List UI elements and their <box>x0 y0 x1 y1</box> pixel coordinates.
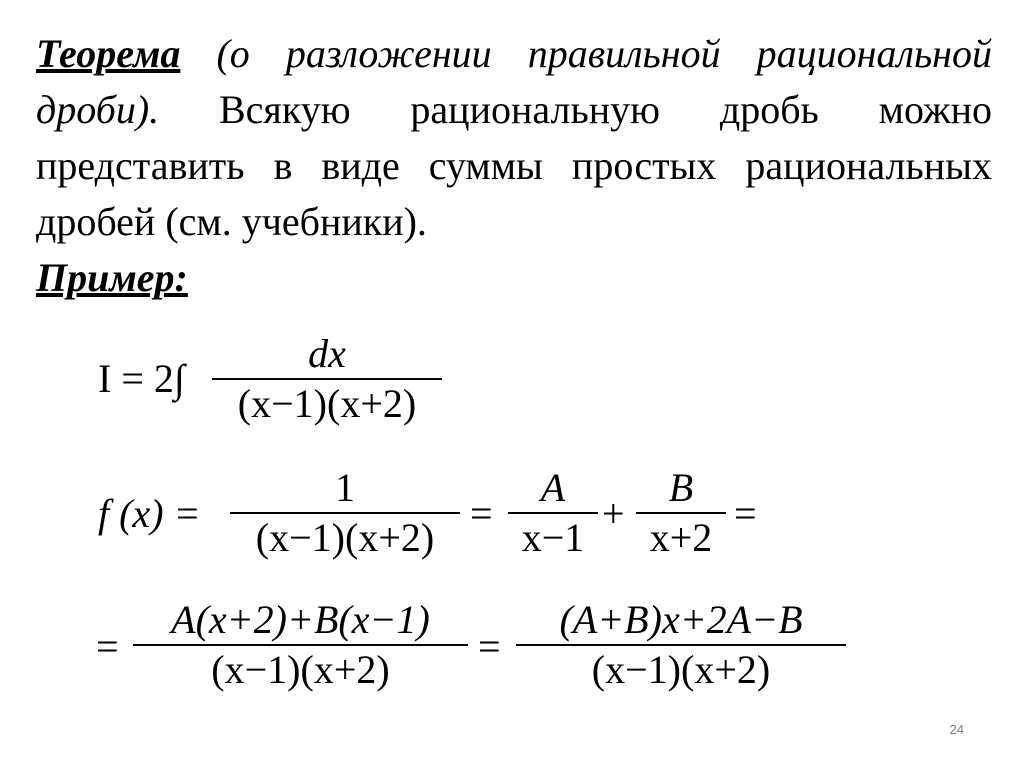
example-heading: Пример: <box>36 255 188 300</box>
combined-fraction-1-denominator: (x−1)(x+2) <box>211 646 390 692</box>
plus-sign: + <box>602 491 625 536</box>
combined-fraction-2-denominator: (x−1)(x+2) <box>591 646 771 692</box>
theorem-statement: Всякую рациональную дробь можно представить в виде суммы простых рациональных дробей (см. учебники). <box>36 87 992 244</box>
combined-fraction-2-numerator: (A+B)x+2A−B <box>559 597 803 642</box>
decomp-fraction-3-denominator: x+2 <box>649 514 713 560</box>
decomp-fraction-2-denominator: x−1 <box>521 514 585 560</box>
f-of-x-lhs: f (x) = <box>98 491 201 536</box>
equals-sign: = <box>96 624 119 669</box>
combined-fraction-1 <box>133 596 468 694</box>
equals-sign: = <box>734 491 757 536</box>
integral-numerator: dx <box>308 331 346 376</box>
decomp-fraction-1-denominator: (x−1)(x+2) <box>255 514 435 560</box>
combined-fraction-2 <box>516 596 846 694</box>
decomp-fraction-3 <box>636 464 726 562</box>
combined-fraction-1-numerator: A(x+2)+B(x−1) <box>171 597 430 642</box>
decomp-fraction-1 <box>230 464 460 562</box>
page-number: 24 <box>949 722 964 737</box>
theorem-paragraph <box>36 26 992 250</box>
integral-fraction <box>212 330 442 428</box>
equals-sign: = <box>470 491 493 536</box>
integral-lhs: I = 2∫ <box>98 356 185 401</box>
theorem-parenthetical: (о разложении правильной рациональной дроби). <box>36 31 992 132</box>
equals-sign: = <box>478 624 501 669</box>
integral-denominator: (x−1)(x+2) <box>237 380 417 426</box>
decomp-fraction-2 <box>508 464 598 562</box>
decomp-fraction-3-numerator: B <box>668 465 694 510</box>
decomp-fraction-2-numerator: A <box>540 465 566 510</box>
decomp-fraction-1-numerator: 1 <box>335 465 355 510</box>
theorem-title: Теорема <box>36 31 181 76</box>
